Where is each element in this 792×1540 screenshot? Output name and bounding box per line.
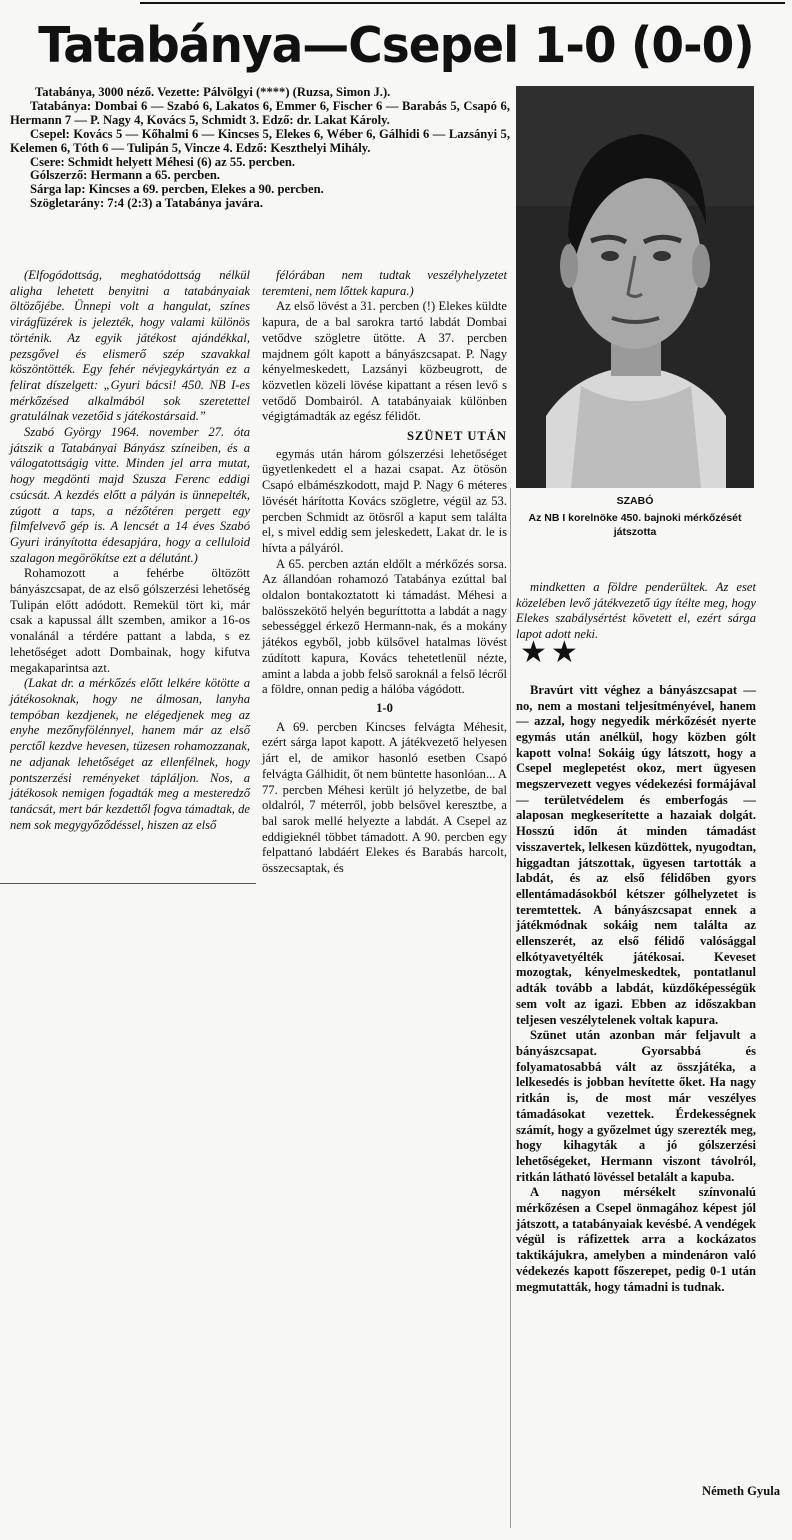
paragraph: (Elfogódottság, meghatódottság nélkül aligha lehetett benyitni a tatabányaiak öltözőjébe. Ünnepi volt a hangulat, színes virágfüzérek is jelezték, hogy valami különös történik. Az egyik játékost ajándékkal, pezsgővel és elismerő szép szavakkal köszöntötték. Egy fehér névjegykártyán ez a felirat díszelgett: „Gyuri bácsi! 450. NB I-es mérkőzésed alkalmából sok szeretettel gratulálnak vezetőid s játékostársaid.” bbox=[10, 268, 250, 424]
paragraph: (Lakat dr. a mérkőzés előtt lelkére kötötte a játékosoknak, hogy ne álmosan, lanyha tempóban kezdjenek, ne elégedjenek meg az enyhe mezőnyfölénnyel, hanem már az első perctől kezdve hevesen, tüzesen rohamozzanak, ne adjanak lehetőséget az ellenfélnek, hogy pontszerzési reményeket tápláljon. Nos, a játékosok nemigen fogadták meg a mesteredző tanácsát, mert bár kezdettől fogva támadtak, de nem sok megygyőződéssel, hiszen az első bbox=[10, 676, 250, 832]
paragraph: Szabó György 1964. november 27. óta játszik a Tatabányai Bányász színeiben, és a válogatottságig vitte. Minden jel arra mutat, hogy megdönti majd Szusza Ferenc eddigi csúcsát. A kezdés előtt a pályán is ünnepelték, zúgott a taps, a nézőtéren pergett egy filmfelvevő gép is. A lencsét a 14 éves Szabó Gyuri irányította édesapjára, hogy a celluloid szalagon megörökítse ezt a délutánt.) bbox=[10, 425, 250, 565]
paragraph: Bravúrt vitt véghez a bányászcsapat — no, nem a mostani teljesítményével, hanem — azzal, hogy negyedik mérkőzését nyerte egymás után anélkül, hogy közben gólt kapott volna! Sokáig úgy látszott, hogy a Csepel meglepetést okoz, mert ügyesen megszervezett vegyes védekezési formájával — területvédelem és emberfogás — alaposan megkeserítette a hazaiak dolgát. Hosszú időn át minden támadást visszavertek, lelkesen küzdöttek, nyugodtan, higgadtan játszottak, ügyesen tartották a labdát, és az első félidőben gyors ellentámadásokból kétszer gólhelyzetet is teremtettek. A bányászcsapat ennek a játékmódnak sokáig nem találta az ellenszerét, az első félidő valósággal elkótyavetyélték játékosai. Keveset mozogtak, kényelmeskedtek, pontatlanul adták tovább a labdát, küzdőképességük sem volt az igazi. Ebben az időszakban teljesen veszélytelenek voltak kapura. bbox=[516, 682, 756, 1027]
top-rule bbox=[140, 2, 785, 4]
photo-caption bbox=[516, 494, 754, 539]
info-line: Sárga lap: Kincses a 69. percben, Elekes a 90. percben. bbox=[30, 182, 324, 197]
info-line: Tatabánya: Dombai 6 — Szabó 6, Lakatos 6, Emmer 6, Fischer 6 — Barabás 5, Csapó 6, Hermann 7 — P. Nagy 4, Kovács 5, Schmidt 3. Edző: dr. Lakat Károly. bbox=[10, 98, 510, 127]
subhead-szunet-utan: SZÜNET UTÁN bbox=[407, 429, 507, 444]
match-info bbox=[10, 86, 510, 211]
paragraph: Az első lövést a 31. percben (!) Elekes küldte kapura, de a bal sarokra tartó labdát Dombai vetődve szögletre ütötte. A 37. percben majdnem gólt kapott a bányászcsapat. P. Nagy kényelmeskedett, Lazsányi közbeugrott, de közvetlen közeli lövése kipattant a résen levő s vetődő Dombairól. A tatabányaiak különben végigtámadták az egész félidőt. bbox=[262, 299, 507, 424]
info-line: Szögletarány: 7:4 (2:3) a Tatabánya javára. bbox=[30, 196, 263, 211]
paragraph: A nagyon mérsékelt színvonalú mérkőzésen a Csepel önmagához képest jól játszott, a tatabányaiak kevésbé. A vendégek végül is ráfizettek arra a kockázatos taktikájukra, amelyben a mindenáron való védekezés kapott főszerepet, pedig 0-1 után megmutatták, hogy támadni is tudnak. bbox=[516, 1185, 756, 1294]
column-1 bbox=[10, 268, 250, 833]
caption-name: SZABÓ bbox=[616, 495, 654, 507]
info-line: Gólszerző: Hermann a 65. percben. bbox=[30, 168, 221, 183]
portrait-photo bbox=[516, 86, 754, 488]
paragraph: Szünet után azonban már feljavult a bányászcsapat. Gyorsabbá és folyamatosabbá vált az összjátéka, a lelkesedés is jobban hevítette őket. Ha nagy ritkán is, de most már veszélyes támadásokat vezettek. Érdekességnek számít, hogy a győzelmet úgy szerezték meg, hogy kihagyták a jó gólszerzési lehetőségeket, Hermann viszont távolról, ritkán látható lövéssel betalált a kapuba. bbox=[516, 1028, 756, 1184]
byline: Németh Gyula bbox=[701, 1484, 780, 1498]
subhead-score: 1-0 bbox=[376, 700, 393, 715]
paragraph: egymás után három gólszerzési lehetőséget ügyetlenkedett el a hazai csapat. Az ötösön Csapó elbámészkodott, majd P. Nagy 6 méteres lövését hárította Kovács szögletre, végül az 53. percben Schmidt az ötösről a kaput sem találta el, s mivel eddig sem jeleskedett, Lakat dr. le is hívta a pályáról. bbox=[262, 446, 507, 555]
column-2 bbox=[262, 268, 507, 877]
portrait-image bbox=[516, 86, 754, 488]
paragraph: Rohamozott a fehérbe öltözött bányászcsapat, de az első gólszerzési lehetőség Tulipán előtt adódott. Remekül tört ki, már csak a kapussal állt szemben, amikor a 16-os vonalánál a térdére pattant a labda, s ez lehetőséget adott Dombainak, hogy kifutva megakaparintsa azt. bbox=[10, 566, 250, 675]
column-divider bbox=[510, 488, 511, 1528]
stars-ornament: ★★ bbox=[520, 636, 582, 669]
bottom-rule bbox=[0, 883, 256, 884]
info-line: Csepel: Kovács 5 — Kőhalmi 6 — Kincses 5, Elekes 6, Wéber 6, Gálhidi 6 — Lazsányi 5, Kelemen 6, Tóth 6 — Tulipán 5, Vincze 4. Edző: Keszthelyi Mihály. bbox=[10, 126, 510, 155]
headline: Tatabánya—Csepel 1-0 (0-0) bbox=[38, 16, 754, 75]
info-line: Csere: Schmidt helyett Méhesi (6) az 55. percben. bbox=[30, 154, 295, 169]
paragraph: mindketten a földre penderültek. Az eset közelében levő játékvezető úgy ítélte meg, hogy Elekes szabálysértést követett el, ezért sárga lapot adott neki. bbox=[516, 580, 756, 642]
column-3 bbox=[516, 580, 756, 1295]
caption-text: Az NB I korelnöke 450. bajnoki mérkőzését játszotta bbox=[528, 512, 742, 538]
paragraph: A 69. percben Kincses felvágta Méhesit, ezért sárga lapot kapott. A játékvezető helyesen járt el, de amikor hasonló esetben Csapó felvágta Gálhidit, őt nem büntette hasonlóan... A 77. percben Méhesi került jó helyzetbe, de bal oldalról, 7 méterről, jobb belsővel keresztbe, a bal sarok mellé helyezte a labdát. A Csepel az eddigieknél többet támadott. A 90. percben egy felpattanó labdáért Elekes és Barabás harcolt, összecsaptak, és bbox=[262, 719, 507, 876]
paragraph: félórában nem tudtak veszélyhelyzetet teremteni, nem lőttek kapura.) bbox=[262, 268, 507, 298]
paragraph: A 65. percben aztán eldőlt a mérkőzés sorsa. Az állandóan rohamozó Tatabánya ezúttal bal oldalon bontakoztatott ki támadást. Méhesi a balösszekötő helyén beguríttotta a labdát a nagy sebességgel érkező Hermann-nak, és a mokány játékos egyből, jobb külsővel hatalmas lövést zúdított kapura, Kovács tehetetlenül nézte, amint a labda a jobb felső saroknál a felső lécről a földre, onnan pedig a hálóba vágódott. bbox=[262, 556, 507, 697]
info-line: Tatabánya, 3000 néző. Vezette: Pálvölgyi (****) (Ruzsa, Simon J.). bbox=[35, 85, 391, 99]
